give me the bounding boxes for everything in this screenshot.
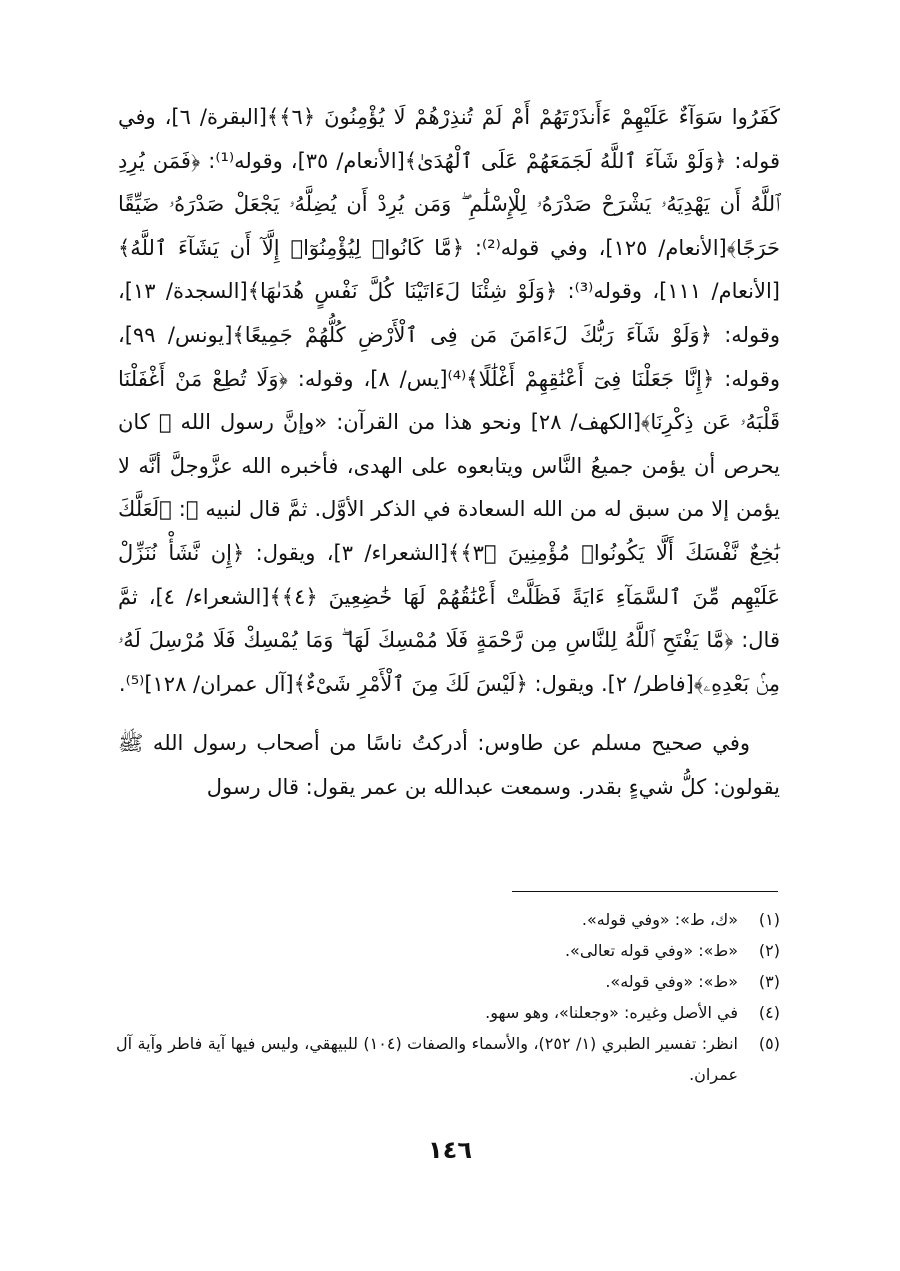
footnote-text: انظر: تفسير الطبري (١/ ٢٥٢)، والأسماء والصفات (١٠٤) للبيهقي، وليس فيها آية فاطر وآية آل عمران.	[116, 1034, 739, 1084]
footnote-number: (١)	[758, 910, 780, 929]
footnote-text: «ط»: «وفي قوله تعالى».	[564, 941, 738, 960]
footnote-separator	[512, 891, 778, 892]
footnote-text: في الأصل وغيره: «وجعلنا»، وهو سهو.	[485, 1003, 738, 1022]
footnote-1	[116, 904, 780, 935]
main-text-block	[118, 96, 780, 810]
footnote-4	[116, 997, 780, 1028]
footnote-number: (٢)	[758, 941, 780, 960]
page-number: ١٤٦	[428, 1136, 472, 1164]
footnote-number: (٣)	[758, 972, 780, 991]
footnote-text: «ط»: «وفي قوله».	[605, 972, 738, 991]
main-paragraph-1: كَفَرُوا سَوَآءٌ عَلَيْهِمْ ءَأَنذَرْتَهُمْ أَمْ لَمْ تُنذِرْهُمْ لَا يُؤْمِنُونَ ﴿٦﴾﴾[البقرة/ ٦]، وفي قوله: ﴿وَلَوْ شَآءَ ٱللَّهُ لَجَمَعَهُمْ عَلَى ٱلْهُدَىٰ﴾[الأنعام/ ٣٥]، وقوله⁽¹⁾: ﴿فَمَن يُرِدِ ٱللَّهُ أَن يَهْدِيَهُۥ يَشْرَحْ صَدْرَهُۥ لِلْإِسْلَٰمِ ۖ وَمَن يُرِدْ أَن يُضِلَّهُۥ يَجْعَلْ صَدْرَهُۥ ضَيِّقًا حَرَجًا﴾[الأنعام/ ١٢٥]، وفي قوله⁽²⁾: ﴿مَّا كَانُوا۟ لِيُؤْمِنُوٓا۟ إِلَّآ أَن يَشَآءَ ٱللَّهُ﴾[الأنعام/ ١١١]، وقوله⁽³⁾: ﴿وَلَوْ شِئْنَا لَءَاتَيْنَا كُلَّ نَفْسٍ هُدَىٰهَا﴾[السجدة/ ١٣]، وقوله: ﴿وَلَوْ شَآءَ رَبُّكَ لَءَامَنَ مَن فِى ٱلْأَرْضِ كُلُّهُمْ جَمِيعًا﴾[يونس/ ٩٩]، وقوله: ﴿إِنَّا جَعَلْنَا فِىٓ أَعْنَٰقِهِمْ أَغْلَٰلًا﴾⁽⁴⁾[يس/ ٨]، وقوله: ﴿وَلَا تُطِعْ مَنْ أَغْفَلْنَا قَلْبَهُۥ عَن ذِكْرِنَا﴾[الكهف/ ٢٨] ونحو هذا من القرآن: «وإنَّ رسول الله ﷺ كان يحرص أن يؤمن جميعُ النَّاس ويتابعوه على الهدى، فأخبره الله عزَّوجلَّ أنَّه لا يؤمن إلا من سبق له من الله السعادة في الذكر الأوَّل. ثمَّ قال لنبيه ﷺ: ﴿لَعَلَّكَ بَٰخِعٌ نَّفْسَكَ أَلَّا يَكُونُوا۟ مُؤْمِنِينَ ﴿٣﴾﴾[الشعراء/ ٣]، ويقول: ﴿إِن نَّشَأْ نُنَزِّلْ عَلَيْهِم مِّنَ ٱلسَّمَآءِ ءَايَةً فَظَلَّتْ أَعْنَٰقُهُمْ لَهَا خَٰضِعِينَ ﴿٤﴾﴾[الشعراء/ ٤]، ثمَّ قال: ﴿مَّا يَفْتَحِ ٱللَّهُ لِلنَّاسِ مِن رَّحْمَةٍ فَلَا مُمْسِكَ لَهَا ۖ وَمَا يُمْسِكْ فَلَا مُرْسِلَ لَهُۥ مِنۢ بَعْدِهِۦ﴾[فاطر/ ٢]. ويقول: ﴿لَيْسَ لَكَ مِنَ ٱلْأَمْرِ شَىْءٌ﴾[آل عمران/ ١٢٨]⁽⁵⁾.	[118, 105, 781, 696]
footnote-number: (٥)	[758, 1034, 780, 1053]
main-paragraph-2: وفي صحيح مسلم عن طاوس: أدركتُ ناسًا من أصحاب رسول الله ﷺ يقولون: كلُّ شيءٍ بقدر. وسمعت عبدالله بن عمر يقول: قال رسول	[118, 731, 780, 799]
footnotes-section	[116, 904, 780, 1090]
footnote-text: «ك، ط»: «وفي قوله».	[581, 910, 738, 929]
footnote-number: (٤)	[758, 1003, 780, 1022]
footnote-3	[116, 966, 780, 997]
footnote-2	[116, 935, 780, 966]
footnote-5	[116, 1028, 780, 1090]
